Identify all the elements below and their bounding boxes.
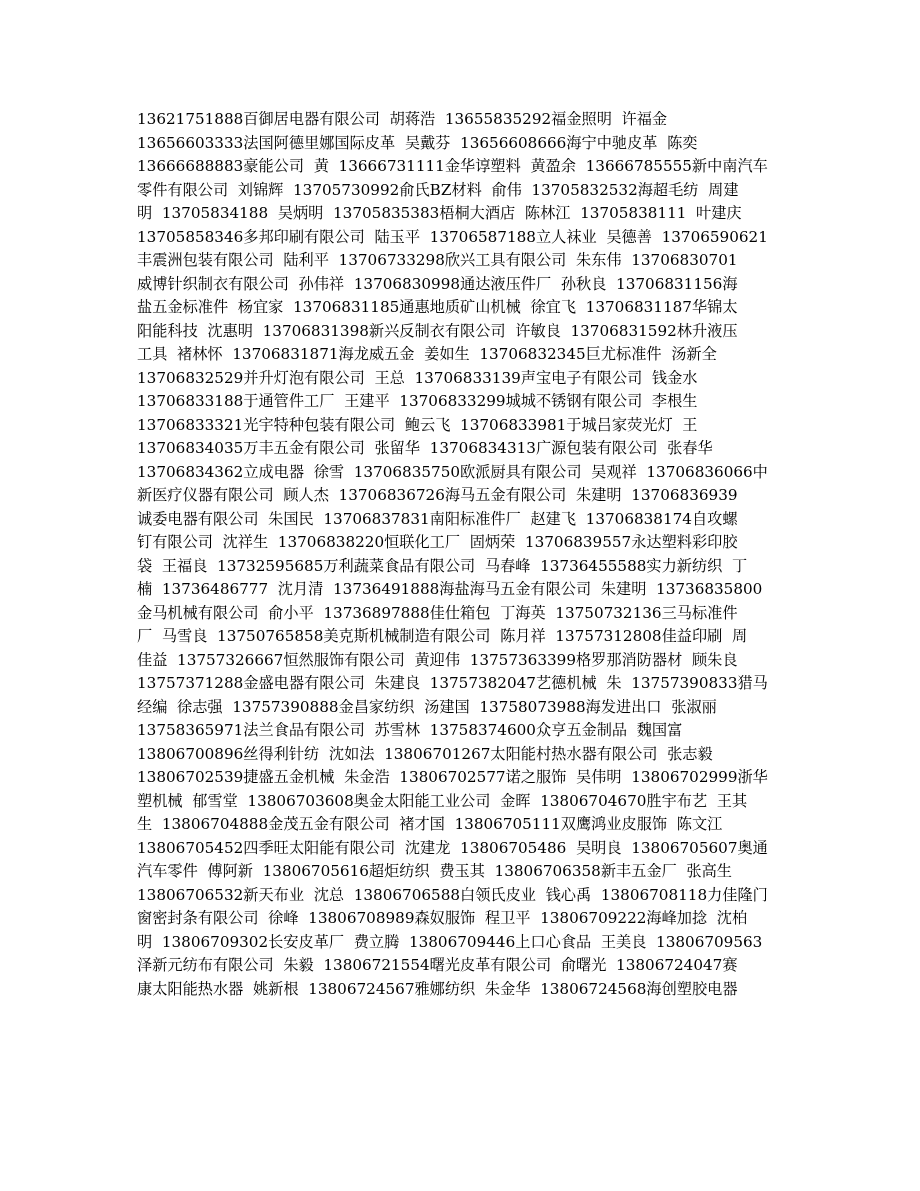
text-line: 康太阳能热水器 姚新根 13806724567雅娜纺织 朱金华 13806724568海创塑胶电器 (137, 979, 738, 998)
text-line: 工具 褚林怀 13706831871海龙威五金 姜如生 13706832345巨尤标准件 汤新全 (137, 345, 717, 363)
text-line: 13758365971法兰食品有限公司 苏雪林 13758374600众亨五金制品 魏国富 (137, 721, 683, 739)
text-line: 明 13806709302长安皮革厂 费立腾 13806709446上口心食品 王美良 13806709563 (137, 932, 763, 951)
text-line: 13806705452四季旺太阳能有限公司 沈建龙 13806705486 吴明良 13806705607奥通 (137, 838, 768, 857)
text-line: 袋 王福良 13732595685万利蔬菜食品有限公司 马春峰 13736455588实力新纺织 丁 (137, 556, 748, 575)
text-line: 新医疗仪器有限公司 顾人杰 13706836726海马五金有限公司 朱建明 13706836939 (137, 486, 738, 504)
text-line: 13706833321光宇特种包装有限公司 鲍云飞 13706833981于城吕家荧光灯 王 (137, 415, 698, 434)
text-line: 泽新元纺布有限公司 朱毅 13806721554曙光皮革有限公司 俞曙光 13806724047赛 (137, 956, 738, 974)
text-line: 经编 徐志强 13757390888金昌家纺织 汤建国 13758073988海发进出口 张淑丽 (137, 697, 717, 716)
text-line: 13656603333法国阿德里娜国际皮革 吴戴芬 13656608666海宁中驰皮革 陈奕 (137, 133, 698, 152)
text-line: 13621751888百御居电器有限公司 胡蒋浩 13655835292福金照明 许福金 (137, 110, 668, 128)
text-line: 13806702539捷盛五金机械 朱金浩 13806702577诺之服饰 吴伟明 13806702999浙华 (137, 768, 768, 786)
text-line: 13706832529并升灯泡有限公司 王总 13706833139声宝电子有限公司 钱金水 (137, 368, 698, 387)
text-line: 厂 马雪良 13750765858美克斯机械制造有限公司 陈月祥 13757312808佳益印刷 周 (137, 627, 748, 645)
text-line: 13757371288金盛电器有限公司 朱建良 13757382047艺德机械 朱 13757390833猎马 (137, 674, 768, 692)
text-line: 13666688883豪能公司 黄 13666731111金华谆塑料 黄盈余 13666785555新中南汽车 (137, 157, 768, 175)
text-line: 楠 13736486777 沈月清 13736491888海盐海马五金有限公司 朱建明 13736835800 (137, 580, 763, 598)
text-line: 明 13705834188 吴炳明 13705835383梧桐大酒店 陈林江 13705838111 叶建庆 (137, 204, 742, 222)
text-line: 13706833188于通管件工厂 王建平 13706833299城城不锈钢有限公司 李根生 (137, 392, 698, 410)
text-line: 生 13806704888金茂五金有限公司 褚才国 13806705111双鹰鸿业皮服饰 陈文江 (137, 815, 723, 833)
text-line: 窗密封条有限公司 徐峰 13806708989森奴服饰 程卫平 13806709222海峰加捻 沈柏 (137, 909, 748, 927)
text-line: 13706834035万丰五金有限公司 张留华 13706834313广源包装有限公司 张春华 (137, 439, 713, 457)
text-line: 诚委电器有限公司 朱国民 13706837831南阳标准件厂 赵建飞 13706838174自攻螺 (137, 509, 738, 528)
text-line: 塑机械 郁雪堂 13806703608奥金太阳能工业公司 金晖 13806704670胜宇布艺 王其 (137, 791, 748, 810)
text-line: 丰震洲包装有限公司 陆利平 13706733298欣兴工具有限公司 朱东伟 13706830701 (137, 251, 738, 269)
text-line: 威博针织制衣有限公司 孙伟祥 13706830998通达液压件厂 孙秋良 13706831156海 (137, 274, 738, 293)
text-line: 盐五金标准件 杨宜家 13706831185通惠地质矿山机械 徐宜飞 13706831187华锦太 (137, 298, 738, 316)
text-line: 13806700896丝得利针纺 沈如法 13806701267太阳能村热水器有限公司 张志毅 (137, 744, 713, 763)
contact-list-text (137, 108, 797, 1001)
text-line: 阳能科技 沈惠明 13706831398新兴反制衣有限公司 许敏良 13706831592林升液压 (137, 321, 738, 340)
text-line: 佳益 13757326667恒然服饰有限公司 黄迎伟 13757363399格罗那消防器材 顾朱良 (137, 650, 738, 669)
text-line: 13705858346多邦印刷有限公司 陆玉平 13706587188立人袜业 吴德善 13706590621 (137, 227, 768, 246)
text-line: 金马机械有限公司 俞小平 13736897888佳仕箱包 丁海英 13750732136三马标准件 (137, 603, 738, 622)
text-line: 13706834362立成电器 徐雪 13706835750欧派厨具有限公司 吴观祥 13706836066中 (137, 462, 768, 481)
text-line: 13806706532新天布业 沈总 13806706588白领氏皮业 钱心禹 13806708118力佳隆门 (137, 885, 768, 904)
text-line: 汽车零件 傅阿新 13806705616超炬纺织 费玉其 13806706358新丰五金厂 张高生 (137, 862, 732, 880)
text-line: 钉有限公司 沈祥生 13706838220恒联化工厂 固炳荣 13706839557永达塑料彩印胶 (137, 533, 738, 551)
text-line: 零件有限公司 刘锦辉 13705730992俞氏BZ材料 俞伟 13705832532海超毛纺 周建 (137, 180, 739, 199)
